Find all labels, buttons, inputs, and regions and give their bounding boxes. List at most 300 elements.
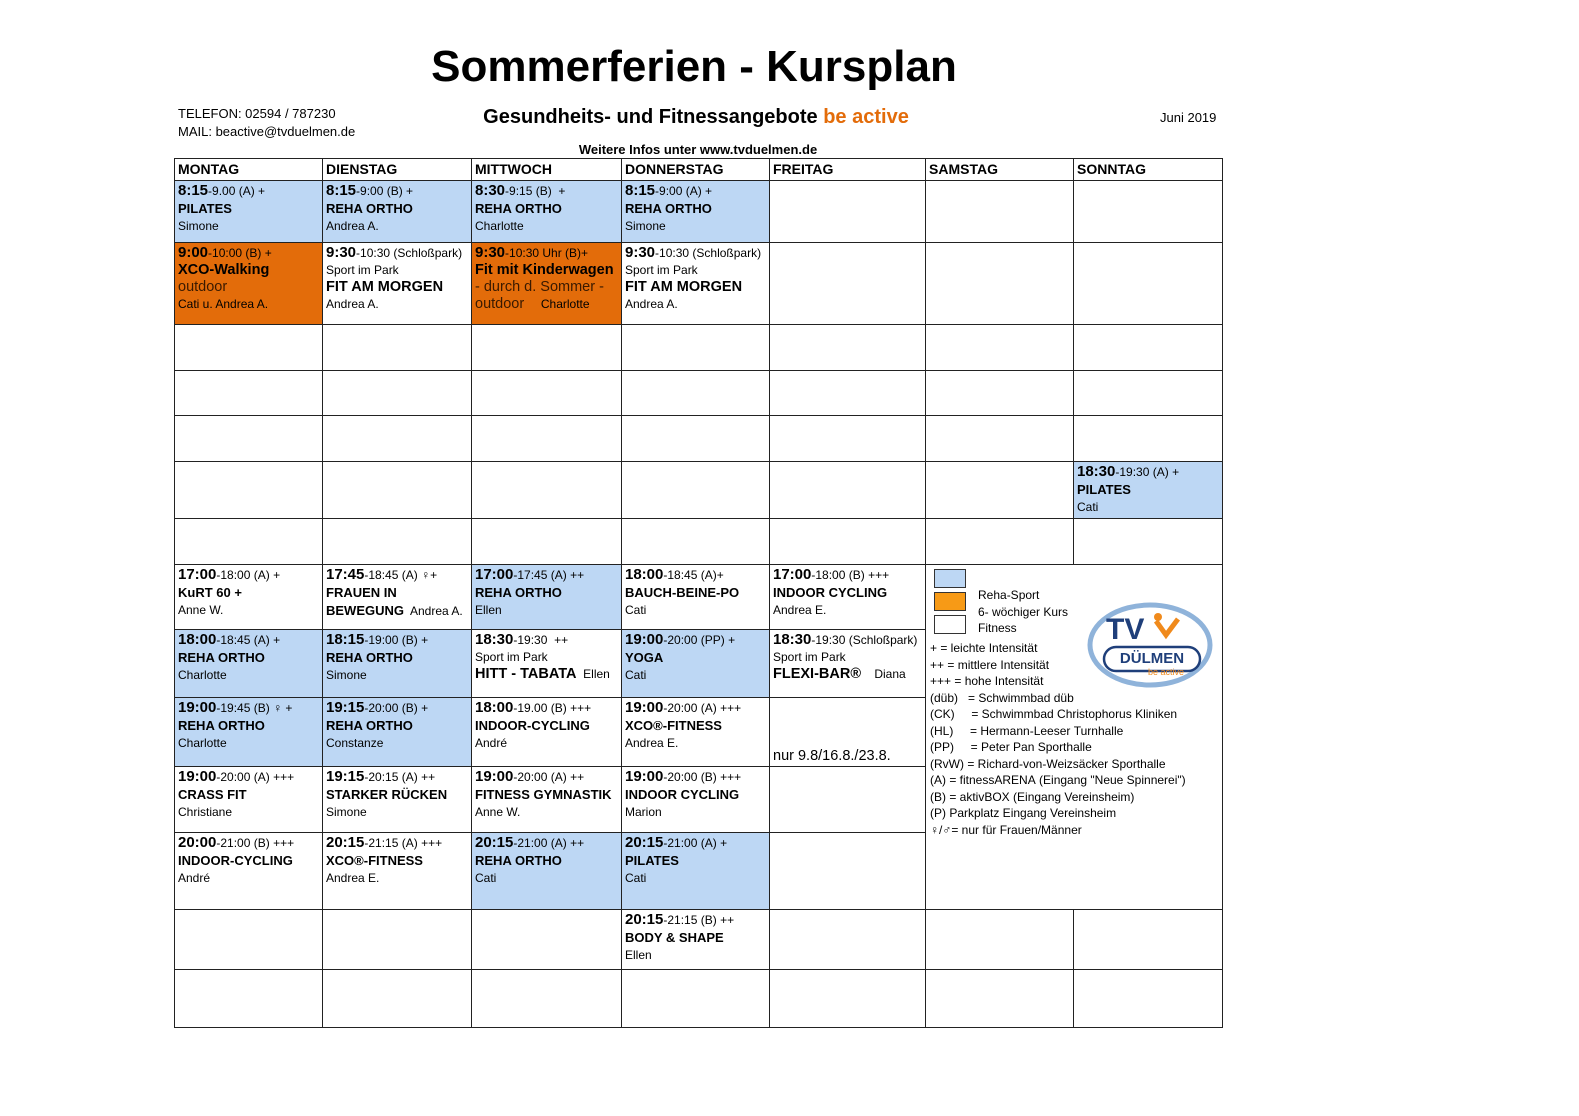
course-cell (472, 767, 622, 833)
course-cell (472, 698, 622, 767)
course-line (475, 262, 618, 279)
course-time: 19:00 (625, 699, 664, 716)
course-detail: Andrea E. (625, 736, 679, 750)
course-time: 18:30 (773, 631, 812, 648)
course-time: 20:15 (326, 834, 365, 851)
empty-cell (770, 970, 926, 1028)
course-line (326, 182, 468, 200)
legend-line: (A) = fitnessARENA (Eingang "Neue Spinnerei") (930, 773, 1186, 787)
course-time: 9:30 (475, 244, 506, 261)
course-cell (323, 833, 472, 910)
empty-cell (1074, 181, 1223, 243)
course-detail: -10:30 Uhr (B)+ (505, 246, 589, 260)
course-name: PILATES (625, 853, 679, 868)
course-line (475, 852, 618, 870)
course-line (475, 631, 618, 649)
course-cell (175, 565, 323, 630)
course-cell (472, 243, 622, 325)
course-line (178, 296, 319, 313)
course-line (178, 566, 319, 584)
empty-cell (323, 325, 472, 371)
empty-cell (622, 325, 770, 371)
course-name: REHA ORTHO (475, 585, 562, 600)
course-cell (175, 243, 323, 325)
course-line (326, 735, 468, 752)
course-detail: -19:30 ++ (513, 633, 569, 647)
course-time: 19:00 (625, 768, 664, 785)
course-line (773, 649, 922, 666)
empty-cell (926, 371, 1074, 416)
course-line (475, 279, 618, 296)
course-detail: Cati (475, 871, 497, 885)
course-line (625, 244, 766, 262)
course-time: 18:00 (625, 566, 664, 583)
course-cell (622, 767, 770, 833)
schedule-row (175, 970, 1223, 1028)
course-schedule-table (174, 158, 1223, 1028)
course-detail: Cati (625, 603, 647, 617)
empty-cell (926, 243, 1074, 325)
course-line (773, 631, 922, 649)
course-detail: Anne W. (475, 805, 521, 819)
course-cell (323, 767, 472, 833)
subtitle-accent: be active (823, 106, 909, 128)
course-name: REHA ORTHO (326, 201, 413, 216)
course-line (178, 834, 319, 852)
course-detail: -9:00 (A) + (655, 184, 713, 198)
course-line (326, 631, 468, 649)
course-name: BEWEGUNG (326, 603, 404, 618)
day-header-donnerstag: DONNERSTAG (622, 159, 770, 181)
empty-cell (926, 462, 1074, 519)
course-detail: -21:15 (B) ++ (663, 913, 735, 927)
course-detail: Marion (625, 805, 662, 819)
course-detail: -10:30 (Schloßpark) (655, 246, 762, 260)
legend-swatch-label: Fitness (978, 621, 1017, 635)
course-time: 19:00 (178, 699, 217, 716)
course-cell (175, 181, 323, 243)
course-name: YOGA (625, 650, 664, 665)
legend-swatch (934, 569, 966, 588)
empty-cell (770, 243, 926, 325)
course-time: 20:15 (475, 834, 514, 851)
course-detail: -17:45 (A) ++ (513, 568, 585, 582)
legend-line: (PP) = Peter Pan Sporthalle (930, 740, 1092, 754)
course-line (625, 735, 766, 752)
course-line (475, 649, 618, 666)
empty-cell (175, 325, 323, 371)
course-detail: -19:30 (A) + (1115, 465, 1180, 479)
course-line (326, 852, 468, 870)
more-info-link[interactable]: Weitere Infos unter www.tvduelmen.de (578, 142, 818, 157)
course-detail: Christiane (178, 805, 233, 819)
course-line (326, 870, 468, 887)
course-line (625, 649, 766, 667)
empty-cell (472, 462, 622, 519)
course-time: 19:15 (326, 699, 365, 716)
course-detail: Anne W. (178, 603, 224, 617)
course-cell (770, 630, 926, 698)
course-line (475, 735, 618, 752)
course-detail: -9:00 (B) + (356, 184, 414, 198)
course-line (326, 200, 468, 218)
course-line (625, 667, 766, 684)
day-header-sonntag: SONNTAG (1074, 159, 1223, 181)
course-detail: -20:15 (A) ++ (364, 770, 436, 784)
empty-cell (926, 519, 1074, 565)
course-detail: -18:45 (A)+ (663, 568, 724, 582)
course-detail: Simone (178, 219, 219, 233)
course-detail: -18:45 (A) ♀+ (364, 568, 438, 582)
course-name: FITNESS GYMNASTIK (475, 787, 612, 802)
course-time: 8:30 (475, 182, 506, 199)
course-line (178, 279, 319, 296)
course-line (178, 870, 319, 887)
course-line (475, 602, 618, 619)
empty-cell (1074, 371, 1223, 416)
legend-swatch-label: Reha-Sport (978, 588, 1040, 602)
course-detail: Simone (326, 805, 367, 819)
course-detail: -21:00 (A) + (663, 836, 728, 850)
course-detail: André (178, 871, 211, 885)
course-line (178, 852, 319, 870)
legend-line: (P) Parkplatz Eingang Vereinsheim (930, 806, 1117, 820)
course-line (625, 200, 766, 218)
course-line (326, 602, 468, 620)
course-line (475, 768, 618, 786)
course-line (326, 804, 468, 821)
course-cell (472, 565, 622, 630)
course-detail: -10:30 (Schloßpark) (356, 246, 463, 260)
course-detail: Charlotte (524, 297, 590, 311)
course-line (625, 852, 766, 870)
course-line (326, 566, 468, 584)
course-line (178, 786, 319, 804)
empty-cell (926, 970, 1074, 1028)
course-time: 19:00 (625, 631, 664, 648)
course-line (326, 768, 468, 786)
schedule-row (175, 325, 1223, 371)
legend (926, 565, 1223, 910)
course-line (475, 244, 618, 262)
course-line (178, 804, 319, 821)
course-cell (622, 181, 770, 243)
course-line (475, 699, 618, 717)
empty-cell (323, 910, 472, 970)
course-time: 9:30 (326, 244, 357, 261)
course-line (326, 667, 468, 684)
course-line (326, 218, 468, 235)
course-detail: Cati (625, 871, 647, 885)
legend-line: + = leichte Intensität (930, 641, 1038, 655)
course-line (326, 584, 468, 602)
course-time: 18:30 (475, 631, 514, 648)
legend-line: (B) = aktivBOX (Eingang Vereinsheim) (930, 789, 1135, 804)
course-cell (1074, 462, 1223, 519)
empty-cell (926, 181, 1074, 243)
empty-cell (622, 462, 770, 519)
course-cell (622, 698, 770, 767)
legend-swatch (934, 615, 966, 634)
course-detail: Sport im Park (625, 263, 698, 277)
schedule-row (175, 371, 1223, 416)
course-time: 9:00 (178, 244, 209, 261)
schedule-row (175, 243, 1223, 325)
course-detail: -9:15 (B) + (505, 184, 566, 198)
empty-cell (1074, 325, 1223, 371)
empty-cell (472, 416, 622, 462)
course-line (625, 182, 766, 200)
course-note: outdoor (178, 279, 228, 295)
day-header-montag: MONTAG (175, 159, 323, 181)
course-detail: Andrea A. (326, 219, 379, 233)
course-line (178, 649, 319, 667)
course-detail: -21:00 (B) +++ (216, 836, 295, 850)
course-line (178, 584, 319, 602)
course-time: 20:00 (178, 834, 217, 851)
course-line (326, 834, 468, 852)
course-cell (323, 243, 472, 325)
empty-cell (323, 462, 472, 519)
course-name: BAUCH-BEINE-PO (625, 585, 740, 600)
empty-cell (926, 416, 1074, 462)
empty-cell (1074, 970, 1223, 1028)
course-cell (323, 565, 472, 630)
course-detail: Sport im Park (326, 263, 399, 277)
course-detail: Andrea A. (326, 297, 379, 311)
course-time: 17:00 (178, 566, 217, 583)
date: Juni 2019 (1160, 110, 1217, 125)
course-line (625, 296, 766, 313)
empty-cell (770, 519, 926, 565)
course-line (178, 699, 319, 717)
course-line (625, 717, 766, 735)
course-detail: -19:30 (Schloßpark) (811, 633, 918, 647)
course-name: REHA ORTHO (178, 650, 265, 665)
empty-cell (770, 416, 926, 462)
course-detail: -19:45 (B) ♀ + (216, 701, 293, 715)
course-name: FRAUEN IN (326, 585, 397, 600)
legend-line: (RvW) = Richard-von-Weizsäcker Sporthalle (930, 756, 1166, 771)
course-line (475, 834, 618, 852)
course-line (326, 649, 468, 667)
course-note: nur 9.8/16.8./23.8. (773, 748, 891, 764)
course-name: INDOOR-CYCLING (178, 853, 293, 868)
schedule-row (175, 565, 1223, 630)
course-line (326, 262, 468, 279)
course-detail: Ellen (475, 603, 502, 617)
course-time: 18:15 (326, 631, 365, 648)
empty-cell (770, 767, 926, 833)
course-detail: -19.00 (B) +++ (513, 701, 592, 715)
course-line (475, 218, 618, 235)
course-time: 8:15 (326, 182, 357, 199)
course-name: Fit mit Kinderwagen (475, 262, 614, 278)
subtitle-text: Gesundheits- und Fitnessangebote (483, 106, 818, 128)
course-line (773, 602, 922, 619)
course-note: outdoor (475, 296, 525, 312)
course-cell (323, 181, 472, 243)
empty-cell (175, 371, 323, 416)
course-line (625, 911, 766, 929)
course-cell (622, 833, 770, 910)
course-cell (175, 767, 323, 833)
course-name: INDOOR-CYCLING (475, 718, 590, 733)
legend-line: ♀/♂= nur für Frauen/Männer (930, 822, 1082, 837)
course-detail: -20:00 (B) + (364, 701, 429, 715)
day-header-mittwoch: MITTWOCH (472, 159, 622, 181)
course-cell (472, 181, 622, 243)
course-detail: Simone (326, 668, 367, 682)
course-detail: -21:00 (A) ++ (513, 836, 585, 850)
empty-cell (175, 910, 323, 970)
course-line (1077, 463, 1219, 481)
course-line (625, 947, 766, 964)
svg-text:be active: be active (1147, 667, 1185, 677)
course-name: FLEXI-BAR® (773, 666, 862, 682)
course-detail: -20:00 (A) +++ (216, 770, 295, 784)
course-line (475, 200, 618, 218)
course-line (178, 218, 319, 235)
course-line (625, 218, 766, 235)
course-line (1077, 499, 1219, 516)
empty-cell (770, 181, 926, 243)
course-line (625, 584, 766, 602)
course-cell (622, 910, 770, 970)
course-cell (472, 630, 622, 698)
course-name: KuRT 60 + (178, 585, 242, 600)
course-line (326, 699, 468, 717)
legend-swatch (934, 592, 966, 611)
course-time: 8:15 (625, 182, 656, 199)
course-name: REHA ORTHO (326, 650, 413, 665)
course-line (475, 870, 618, 887)
course-detail: Cati u. Andrea A. (178, 297, 269, 311)
day-header-dienstag: DIENSTAG (323, 159, 472, 181)
course-name: FIT AM MORGEN (625, 279, 743, 295)
course-line (625, 602, 766, 619)
course-detail: -20:00 (A) ++ (513, 770, 585, 784)
course-detail: -18:45 (A) + (216, 633, 281, 647)
empty-cell (622, 416, 770, 462)
course-time: 19:15 (326, 768, 365, 785)
empty-cell (175, 519, 323, 565)
course-line (625, 631, 766, 649)
course-name: XCO®-FITNESS (326, 853, 423, 868)
course-name: PILATES (178, 201, 232, 216)
course-detail: -20:00 (PP) + (663, 633, 736, 647)
empty-cell (622, 519, 770, 565)
empty-cell (926, 325, 1074, 371)
empty-cell (323, 371, 472, 416)
course-detail: Diana (861, 667, 906, 681)
course-detail: Ellen (625, 948, 652, 962)
empty-cell (323, 519, 472, 565)
legend-swatch-label: 6- wöchiger Kurs (978, 604, 1069, 619)
legend-line: (CK) = Schwimmbad Christophorus Kliniken (930, 707, 1178, 721)
course-name: REHA ORTHO (178, 718, 265, 733)
empty-cell (770, 833, 926, 910)
course-name: FIT AM MORGEN (326, 279, 444, 295)
course-line (475, 666, 618, 683)
empty-cell (1074, 243, 1223, 325)
phone: TELEFON: 02594 / 787230 (178, 106, 336, 121)
course-line (475, 786, 618, 804)
course-note: - durch d. Sommer - (475, 279, 604, 295)
empty-cell (770, 462, 926, 519)
course-name: REHA ORTHO (475, 853, 562, 868)
empty-cell (472, 519, 622, 565)
empty-cell (472, 910, 622, 970)
course-line (475, 296, 618, 313)
course-cell (323, 698, 472, 767)
course-cell (175, 630, 323, 698)
course-line (178, 768, 319, 786)
course-time: 17:00 (475, 566, 514, 583)
day-header-samstag: SAMSTAG (926, 159, 1074, 181)
course-detail: -9.00 (A) + (208, 184, 266, 198)
course-time: 18:00 (178, 631, 217, 648)
course-line (326, 296, 468, 313)
course-detail: Cati (1077, 500, 1099, 514)
empty-cell (472, 371, 622, 416)
course-time: 20:15 (625, 911, 664, 928)
empty-cell (472, 970, 622, 1028)
course-line (773, 748, 922, 765)
course-line (178, 631, 319, 649)
course-line (773, 566, 922, 584)
empty-cell (175, 970, 323, 1028)
course-cell (622, 243, 770, 325)
empty-cell (175, 462, 323, 519)
course-line (625, 566, 766, 584)
course-line (178, 262, 319, 279)
course-line (1077, 481, 1219, 499)
course-detail: Sport im Park (475, 650, 548, 664)
empty-cell (472, 325, 622, 371)
course-detail: Charlotte (178, 736, 227, 750)
empty-cell (926, 910, 1074, 970)
course-detail: Andrea E. (773, 603, 827, 617)
course-line (773, 584, 922, 602)
day-header-freitag: FREITAG (770, 159, 926, 181)
empty-cell (1074, 416, 1223, 462)
legend-line: +++ = hohe Intensität (930, 674, 1044, 688)
course-name: STARKER RÜCKEN (326, 787, 448, 802)
course-line (178, 602, 319, 619)
course-cell (622, 630, 770, 698)
course-line (178, 200, 319, 218)
course-line (625, 279, 766, 296)
course-line (625, 699, 766, 717)
course-name: REHA ORTHO (326, 718, 413, 733)
course-cell (622, 565, 770, 630)
course-detail: -10:00 (B) + (208, 246, 272, 260)
course-name: INDOOR CYCLING (773, 585, 888, 600)
course-cell (175, 833, 323, 910)
course-time: 19:00 (178, 768, 217, 785)
empty-cell (1074, 519, 1223, 565)
legend-swatch-labels (978, 587, 1068, 637)
empty-cell (770, 371, 926, 416)
course-line (625, 929, 766, 947)
course-name: REHA ORTHO (475, 201, 562, 216)
course-line (625, 786, 766, 804)
course-detail: -18:00 (B) +++ (811, 568, 890, 582)
empty-cell (770, 910, 926, 970)
course-line (326, 786, 468, 804)
course-line (625, 804, 766, 821)
